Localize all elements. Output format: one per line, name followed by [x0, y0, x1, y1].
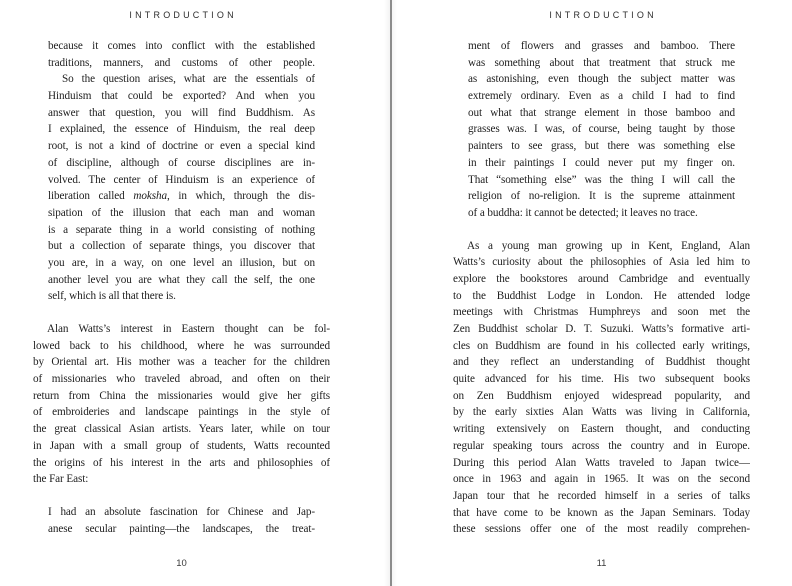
- text-line: was something about that treatment that struck me: [468, 56, 735, 69]
- quote-block: [33, 38, 330, 305]
- text-line: lowed back to his childhood, where he was surrounded: [33, 339, 330, 352]
- text-line: in their paintings I could never put my finger on.: [468, 156, 735, 169]
- text-line: quite advanced for his time. His two subsequent books: [453, 373, 750, 386]
- text-line: answer that question, you will find Buddhism. As: [48, 106, 315, 119]
- text-line: is a separate thing in a world consisting of nothing: [48, 223, 315, 236]
- text-line: Hinduism that could be exported? And when you: [48, 90, 315, 103]
- text-line: writing extensively on Eastern thought, and conducting: [453, 423, 750, 436]
- text-line: explore the bookstores around Cambridge and eventually: [453, 272, 750, 285]
- text-line: but a collection of separate things, you discover that: [48, 240, 315, 253]
- text-line: religion of no-religion. It is the supreme attainment: [468, 190, 735, 203]
- text-line: liberation called moksha, in which, through the dis-: [48, 190, 315, 203]
- text-line: Zen Buddhist scholar D. T. Suzuki. Watts’s formative arti-: [453, 323, 750, 335]
- text-line: as astonishing, even though the subject matter was: [468, 73, 735, 86]
- text-line: That “something else” was the thing I will call the: [468, 173, 735, 186]
- text-line: that have come to be known as the Japan Seminars. Today: [453, 506, 750, 519]
- text-line: During this period Alan Watts traveled to Japan twice—: [453, 456, 750, 469]
- text-line: of a buddha: it cannot be detected; it leaves no trace.: [468, 206, 698, 219]
- quote-block: [33, 504, 330, 537]
- text-line: once in 1963 and again in 1965. It was on the second: [453, 473, 750, 486]
- text-line: and they reflect an understanding of Buddhist thought: [453, 356, 750, 369]
- paragraph-block: [33, 321, 330, 488]
- text-line: So the question arises, what are the essentials of: [62, 73, 315, 86]
- text-line: return from China the missionaries would give her gifts: [33, 389, 330, 402]
- text-line: the origins of his interest in the arts and philosophies of: [33, 456, 330, 469]
- text-line: cles on Buddhism are found in his collected early writings,: [453, 339, 750, 352]
- page-number: 10: [176, 558, 187, 569]
- text-line: root, is not a kind of doctrine or even a special kind: [48, 140, 315, 153]
- text-line: meetings with Christmas Humphreys and soon met the: [453, 306, 750, 319]
- text-line: of embroideries and landscape paintings in the style of: [33, 406, 330, 419]
- text-line: extremely ordinary. Even as a child I had to find: [468, 90, 735, 103]
- text-line: of discipline, although of course disciplines are in-: [48, 156, 315, 169]
- text-line: by the early sixties Alan Watts was living in California,: [453, 406, 750, 419]
- text-line: Watts’s curiosity about the philosophies of Asia led him to: [453, 256, 750, 269]
- text-line: regular speaking tours across the country and in Europe.: [453, 439, 750, 452]
- text-line: you are, in a way, on one level an illusion, but on: [48, 256, 315, 269]
- text-line: painters to see grass, but there was something else: [468, 140, 735, 153]
- text-line: the great classical Asian artists. Years later, while on tour: [33, 423, 330, 436]
- paragraph-block: [453, 238, 750, 538]
- text-column: [453, 38, 750, 538]
- page-right: [396, 0, 792, 586]
- running-head: INTRODUCTION: [129, 10, 237, 20]
- text-line: another level you are what they call the self, the one: [48, 273, 315, 286]
- text-line: on Zen Buddhism enjoyed widespread popularity, and: [453, 389, 750, 402]
- text-line: Alan Watts’s interest in Eastern thought can be fol-: [47, 323, 330, 335]
- text-line: I explained, the essence of Hinduism, the real deep: [48, 123, 315, 136]
- text-line: anese secular painting—the landscapes, the treat-: [48, 522, 315, 535]
- text-line: traditions, manners, and customs of other people.: [48, 56, 315, 69]
- text-line: to the Buddhist Lodge in London. He attended lodge: [453, 289, 750, 302]
- text-line: out what that strange element in those bamboo and: [468, 106, 735, 119]
- text-line: by Oriental art. His mother was a teacher for the children: [33, 356, 330, 369]
- quote-block: [453, 38, 750, 222]
- text-line: of missionaries who traveled abroad, and often on their: [33, 373, 330, 386]
- text-line: self, which is all that there is.: [48, 290, 176, 303]
- text-line: the Far East:: [33, 473, 89, 486]
- text-line: volved. The center of Hinduism is an experience of: [48, 173, 315, 186]
- text-line: Japan tour that he recorded himself in a series of talks: [453, 489, 750, 502]
- text-line: I had an absolute fascination for Chinese and Jap-: [48, 505, 315, 518]
- running-head: INTRODUCTION: [549, 10, 657, 20]
- text-line: in Japan with a small group of students, Watts recounted: [33, 439, 330, 452]
- text-line: ment of flowers and grasses and bamboo. There: [468, 40, 735, 52]
- text-line: grasses was. I was, of course, being taught by those: [468, 123, 735, 136]
- text-line: As a young man growing up in Kent, England, Alan: [467, 239, 750, 252]
- text-line: sipation of the illusion that each man and woman: [48, 206, 315, 219]
- text-column: [33, 38, 330, 537]
- page-number: 11: [596, 558, 607, 569]
- text-line: these sessions offer one of the most readily comprehen-: [453, 523, 750, 536]
- text-line: because it comes into conflict with the established: [48, 40, 315, 52]
